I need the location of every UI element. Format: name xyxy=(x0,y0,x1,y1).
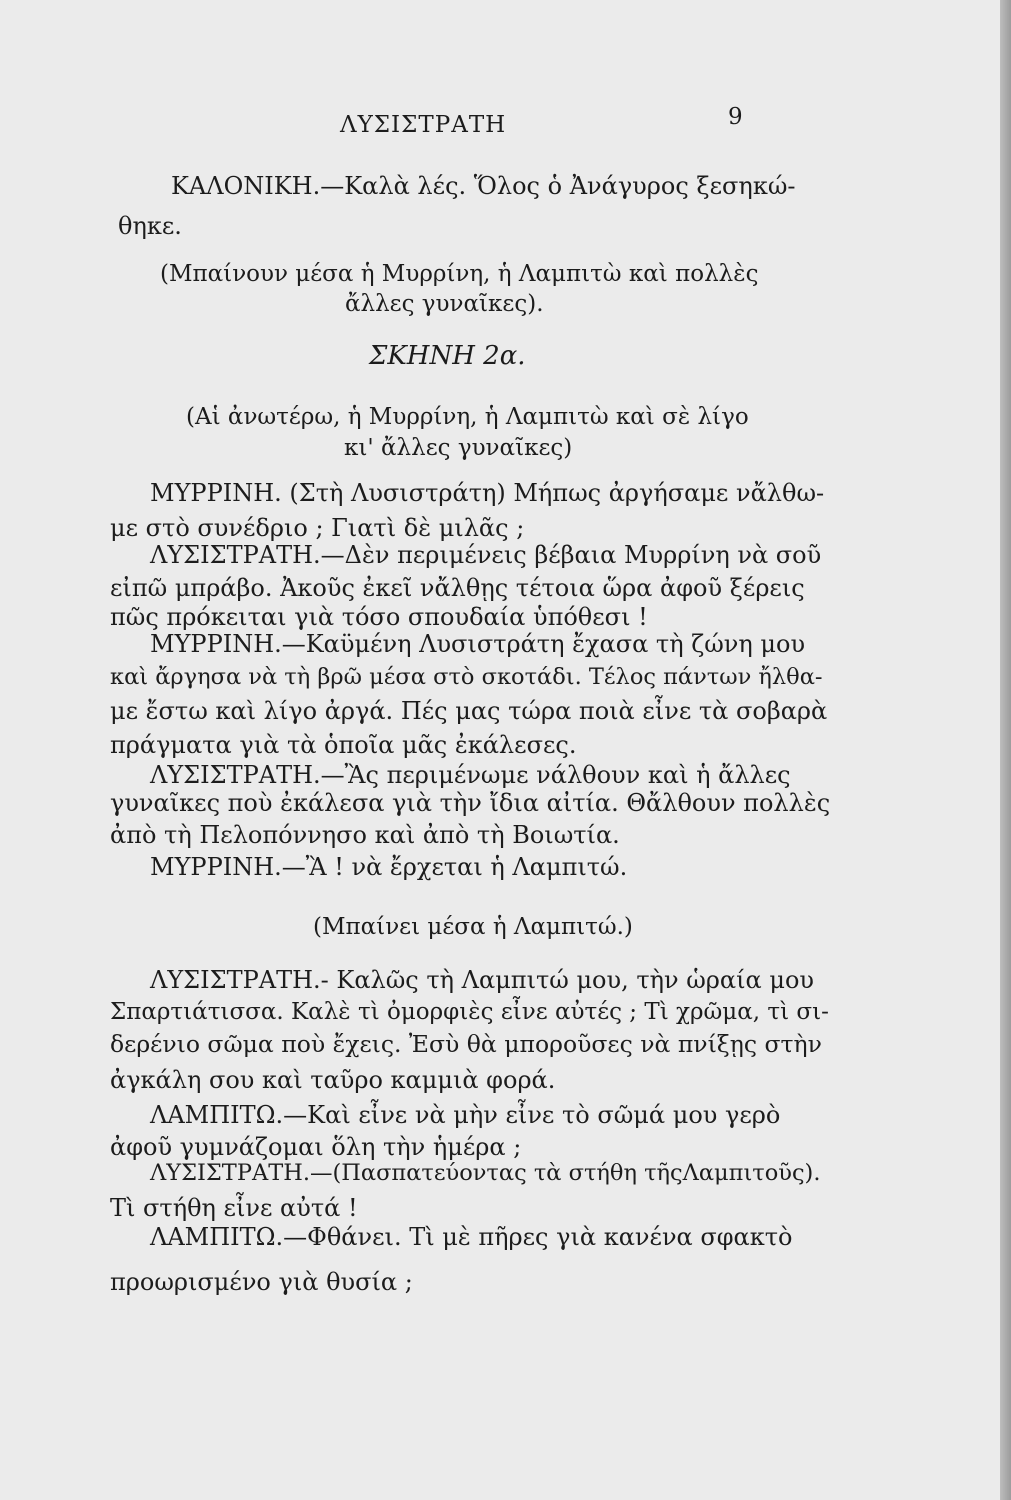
text-line: ΛΥΣΙΣΤΡΑΤΗ.—Δὲν περιμένεις βέβαια Μυρρίνη νὰ σοῦ xyxy=(150,541,822,569)
text-line: ΜΥΡΡΙΝΗ.—Ἂ ! νὰ ἔρχεται ἡ Λαμπιτώ. xyxy=(150,853,628,881)
stage-direction: (Μπαίνει μέσα ἡ Λαμπιτώ.) xyxy=(313,914,633,940)
text-line: δερένιο σῶμα ποὺ ἔχεις. Ἐσὺ θὰ μποροῦσες νὰ πνίξῃς στὴν xyxy=(110,1030,822,1058)
text-line: ἀπὸ τὴ Πελοπόννησο καὶ ἀπὸ τὴ Βοιωτία. xyxy=(110,821,620,849)
text-line: θηκε. xyxy=(118,212,182,240)
stage-direction: ἄλλες γυναῖκες). xyxy=(345,291,544,317)
page-edge-shadow xyxy=(1000,0,1011,1500)
scene-heading: ΣΚΗΝΗ 2α. xyxy=(369,341,526,371)
stage-direction: κι' ἄλλες γυναῖκες) xyxy=(344,435,573,461)
text-line: καὶ ἄργησα νὰ τὴ βρῶ μέσα στὸ σκοτάδι. Τέλος πάντων ἤλθα- xyxy=(110,664,823,690)
text-line: εἰπῶ μπράβο. Ἀκοῦς ἐκεῖ νἄλθῃς τέτοια ὥρα ἀφοῦ ξέρεις xyxy=(110,574,805,602)
text-line: πράγματα γιὰ τὰ ὁποῖα μᾶς ἐκάλεσες. xyxy=(110,731,577,759)
running-title: ΛΥΣΙΣΤΡΑΤΗ xyxy=(340,112,507,138)
text-line: ΜΥΡΡΙΝΗ.—Καϋμένη Λυσιστράτη ἔχασα τὴ ζώνη μου xyxy=(150,630,806,658)
text-line: ΛΥΣΙΣΤΡΑΤΗ.—Ἂς περιμένωμε νάλθουν καὶ ἡ ἄλλες xyxy=(150,761,791,789)
text-line: πῶς πρόκειται γιὰ τόσο σπουδαία ὑπόθεσι ! xyxy=(110,603,648,631)
text-line: Σπαρτιάτισσα. Καλὲ τὶ ὀμορφιὲς εἶνε αὐτές ; Τὶ χρῶμα, τὶ σι- xyxy=(110,999,829,1025)
stage-direction: (Αἱ ἀνωτέρω, ἡ Μυρρίνη, ἡ Λαμπιτὼ καὶ σὲ λίγο xyxy=(186,404,749,430)
text-line: ΛΑΜΠΙΤΩ.—Φθάνει. Τὶ μὲ πῆρες γιὰ κανένα σφακτὸ xyxy=(150,1223,793,1251)
text-line: με ἔστω καὶ λίγο ἀργά. Πές μας τώρα ποιὰ εἶνε τὰ σοβαρὰ xyxy=(110,697,828,725)
text-line: ΛΥΣΙΣΤΡΑΤΗ.- Καλῶς τὴ Λαμπιτώ μου, τὴν ὡραία μου xyxy=(150,966,814,994)
page-number: 9 xyxy=(728,104,744,130)
text-line: ΜΥΡΡΙΝΗ. (Στὴ Λυσιστράτη) Μήπως ἀργήσαμε νἄλθω- xyxy=(150,479,825,507)
stage-direction: (Μπαίνουν μέσα ἡ Μυρρίνη, ἡ Λαμπιτὼ καὶ πολλὲς xyxy=(160,261,759,287)
text-line: ΛΑΜΠΙΤΩ.—Καὶ εἶνε νὰ μὴν εἶνε τὸ σῶμά μου γερὸ xyxy=(150,1101,781,1129)
text-line: ἀγκάλη σου καὶ ταῦρο καμμιὰ φορά. xyxy=(110,1066,556,1094)
text-line: γυναῖκες ποὺ ἐκάλεσα γιὰ τὴν ἴδια αἰτία. Θἄλθουν πολλὲς xyxy=(110,789,831,817)
text-line: ΚΑΛΟΝΙΚΗ.—Καλὰ λές. Ὅλος ὁ Ἀνάγυρος ξεσηκώ- xyxy=(171,172,796,200)
text-line: με στὸ συνέδριο ; Γιατὶ δὲ μιλᾶς ; xyxy=(110,514,525,542)
text-line: ΛΥΣΙΣΤΡΑΤΗ.—(Πασπατεύοντας τὰ στήθη τῆςΛαμπιτοῦς). xyxy=(150,1160,821,1186)
text-line: Τὶ στήθη εἶνε αὐτά ! xyxy=(110,1194,358,1222)
text-line: ἀφοῦ γυμνάζομαι ὅλη τὴν ἡμέρα ; xyxy=(110,1133,522,1161)
text-line: προωρισμένο γιὰ θυσία ; xyxy=(110,1268,413,1296)
